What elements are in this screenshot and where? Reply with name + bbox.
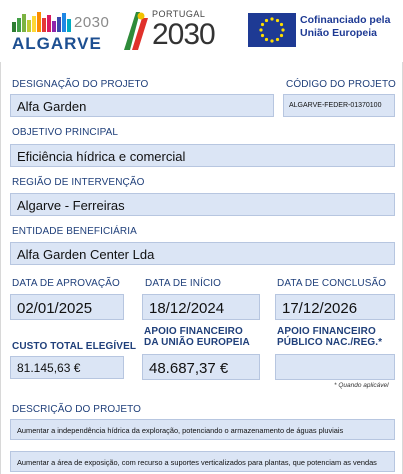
start-date-field: 18/12/2024 xyxy=(142,294,260,320)
description-line-1: Aumentar a independência hídrica da exploração, potenciando o armazenamento de águas pluviais xyxy=(10,419,395,440)
national-support-label xyxy=(277,326,382,348)
description-line-2: Aumentar a área de exposição, com recurso a suportes verticalizados para plantas, que potenciam as vendas xyxy=(10,451,395,472)
region-label: REGIÃO DE INTERVENÇÃO xyxy=(12,177,145,188)
approval-date-field: 02/01/2025 xyxy=(10,294,124,320)
designation-label: DESIGNAÇÃO DO PROJETO xyxy=(12,79,149,90)
eu-flag-icon xyxy=(248,13,296,47)
description-label: DESCRIÇÃO DO PROJETO xyxy=(12,404,142,415)
national-support-label-line2: PÚBLICO NAC./REG.* xyxy=(277,337,383,348)
eu-cofinancing-text xyxy=(300,14,403,40)
entity-label: ENTIDADE BENEFICIÁRIA xyxy=(12,226,137,237)
algarve-name: ALGARVE xyxy=(12,34,102,53)
start-date-label: DATA DE INÍCIO xyxy=(145,278,222,289)
approval-date-label: DATA DE APROVAÇÃO xyxy=(12,278,120,289)
region-field: Algarve - Ferreiras xyxy=(10,193,395,216)
algarve-color-bars-icon xyxy=(12,12,72,32)
portugal-2030-logo xyxy=(122,6,228,54)
entity-field: Alfa Garden Center Lda xyxy=(10,242,395,265)
portugal-label: PORTUGAL xyxy=(152,9,206,19)
eu-text-line1: Cofinanciado pela xyxy=(300,14,391,26)
national-support-field xyxy=(275,354,395,380)
eu-support-label-line2: DA UNIÃO EUROPEIA xyxy=(144,337,250,348)
national-support-label-line1: APOIO FINANCEIRO xyxy=(277,326,376,337)
total-cost-field: 81.145,63 € xyxy=(10,356,124,379)
algarve-2030-logo xyxy=(10,6,120,54)
end-date-field: 17/12/2026 xyxy=(275,294,395,320)
algarve-year: 2030 xyxy=(74,14,110,31)
code-label: CÓDIGO DO PROJETO xyxy=(286,79,396,90)
eu-support-label-line1: APOIO FINANCEIRO xyxy=(144,326,243,337)
applicability-note: * Quando aplicável xyxy=(334,382,389,389)
total-cost-label: CUSTO TOTAL ELEGÍVEL xyxy=(12,341,137,352)
header xyxy=(0,0,403,62)
portugal-flag-mark-icon xyxy=(122,8,150,52)
objective-label: OBJETIVO PRINCIPAL xyxy=(12,127,119,138)
project-info-sheet xyxy=(0,62,403,474)
code-field: ALGARVE-FEDER-01370100 xyxy=(283,94,395,117)
objective-field: Eficiência hídrica e comercial xyxy=(10,144,395,167)
end-date-label: DATA DE CONCLUSÃO xyxy=(277,278,387,289)
portugal-year: 2030 xyxy=(152,18,215,51)
eu-support-field: 48.687,37 € xyxy=(142,354,260,380)
eu-support-label xyxy=(144,326,250,348)
eu-text-line2: União Europeia xyxy=(300,27,378,39)
designation-field: Alfa Garden xyxy=(10,94,274,117)
